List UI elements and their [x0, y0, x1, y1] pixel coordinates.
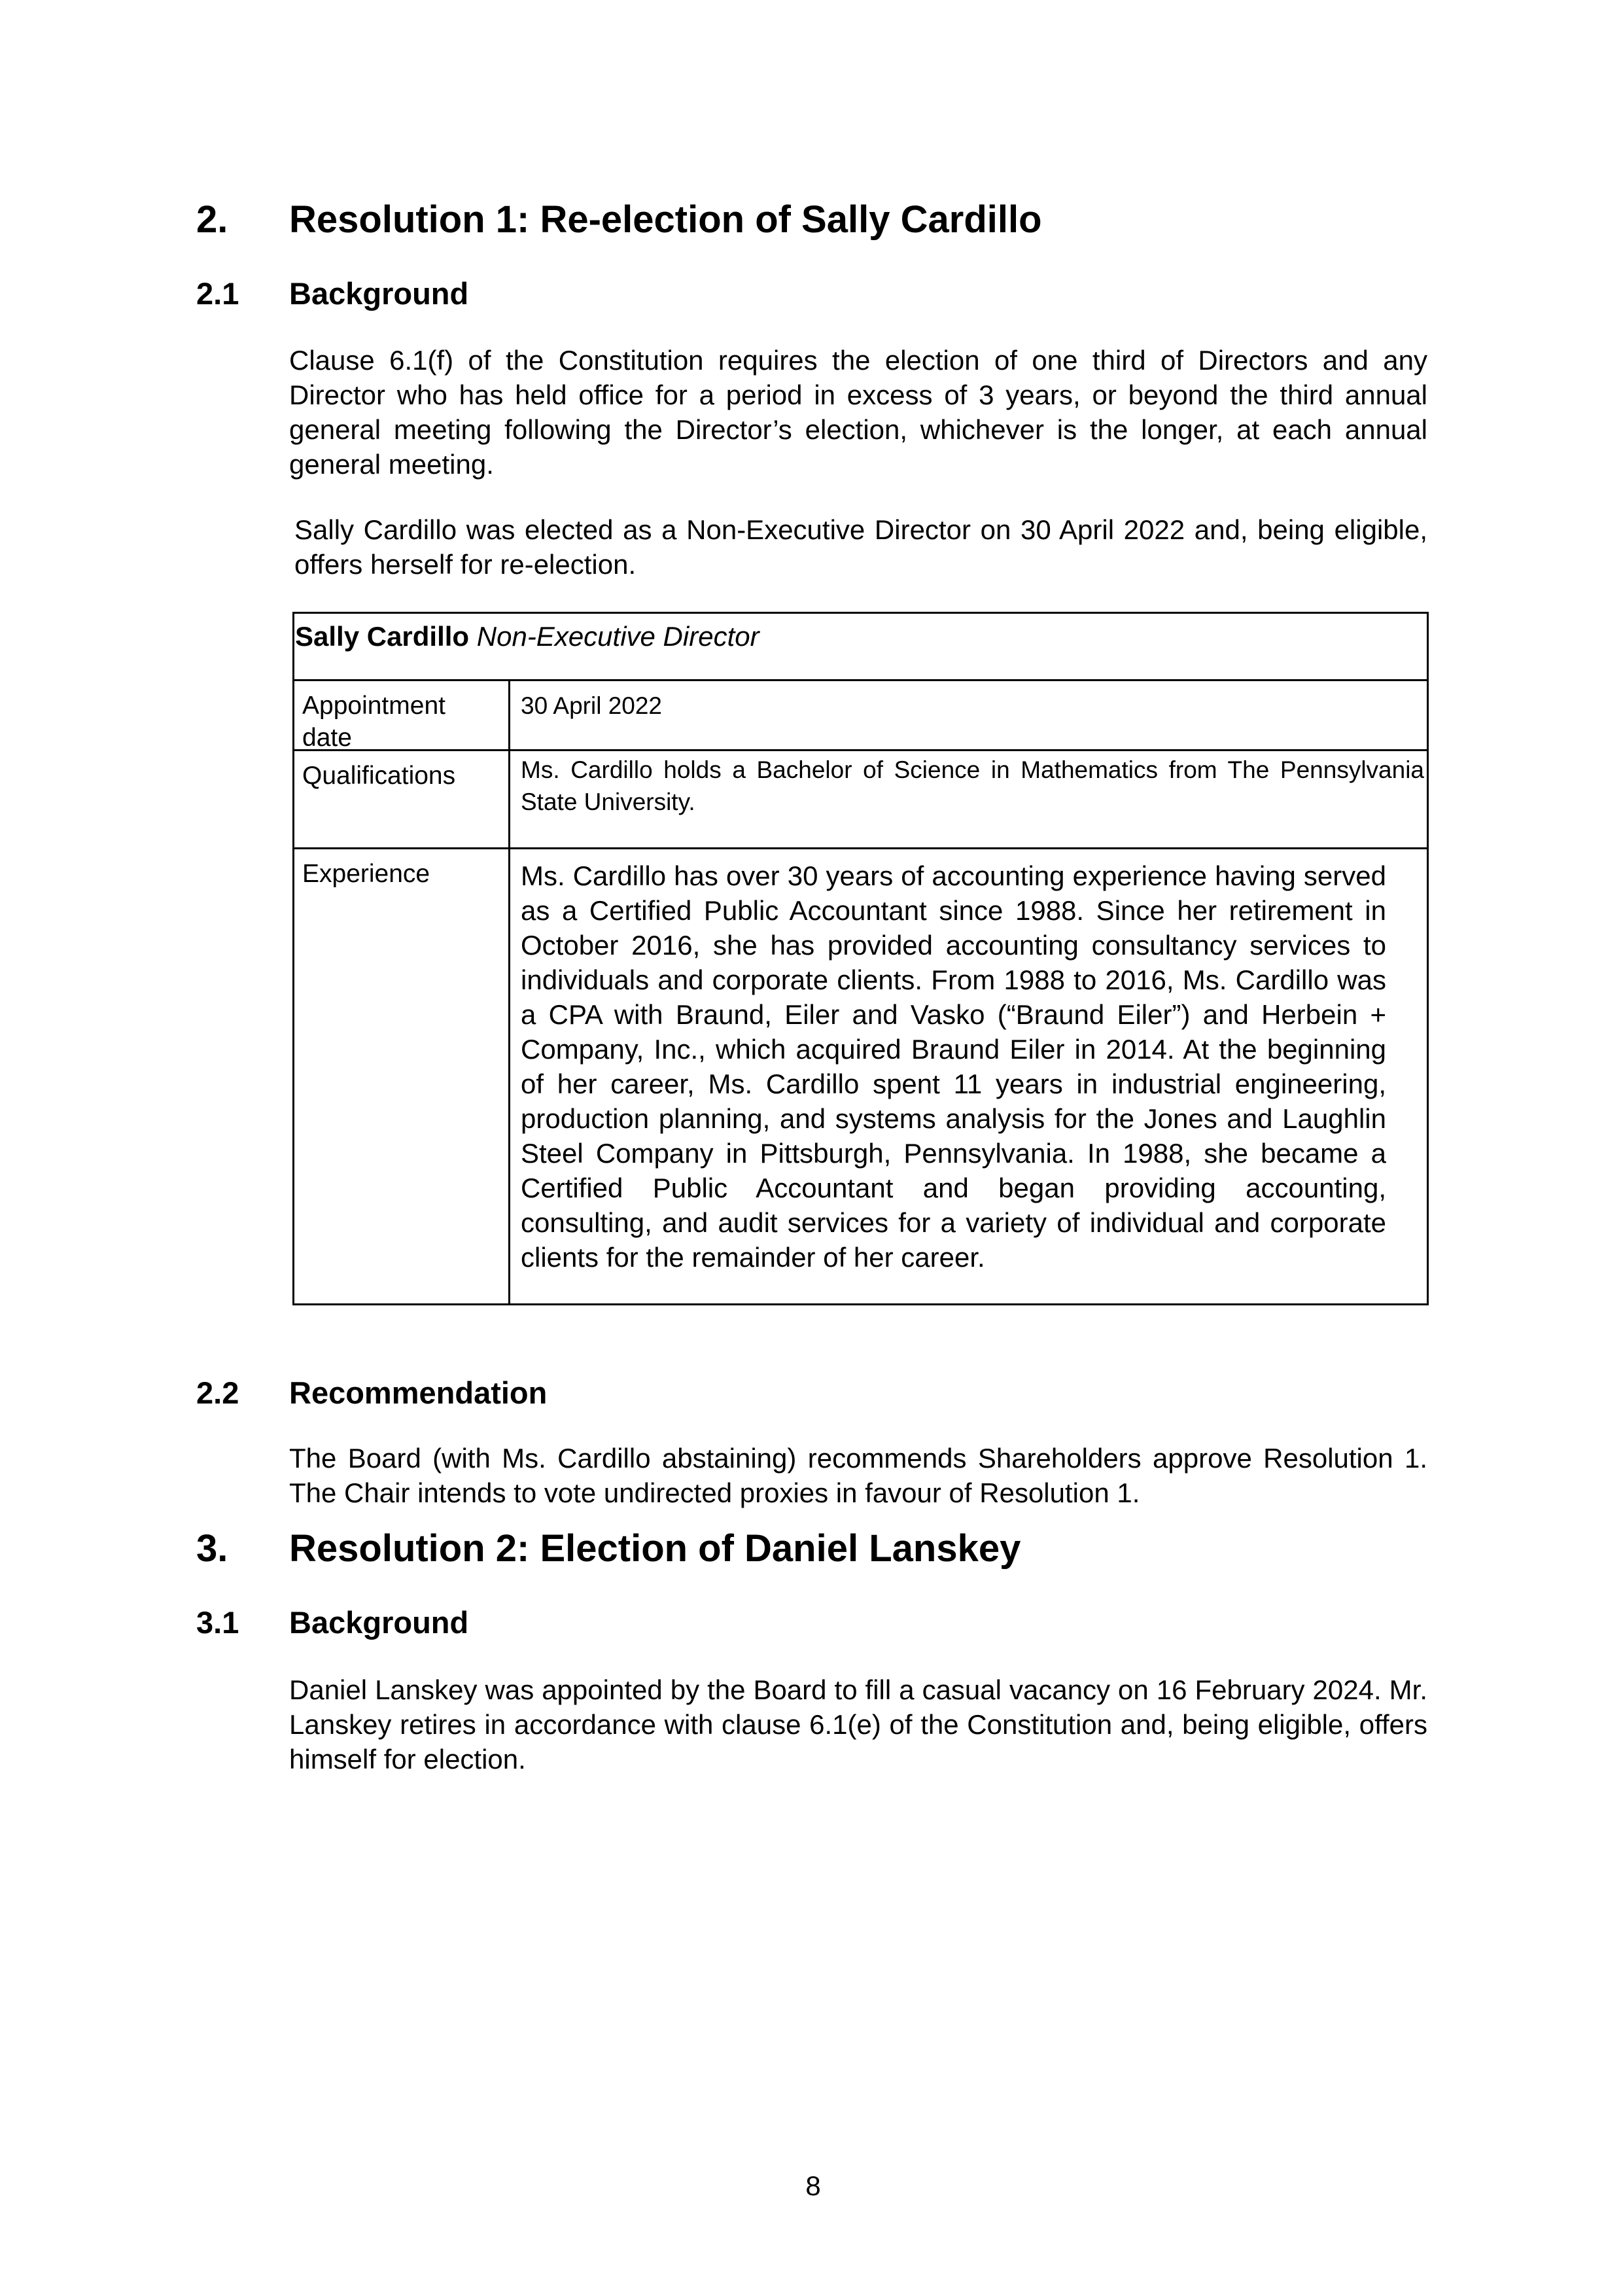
- table-row-value: 30 April 2022: [521, 692, 663, 719]
- subsection-2-2-number: 2.2: [196, 1375, 239, 1410]
- recommendation-paragraph: The Board (with Ms. Cardillo abstaining) recommends Shareholders approve Resolution 1. The Chair intends to vote undirected proxies in favour of Resolution 1.: [289, 1443, 1427, 1508]
- section-2-number: 2.: [196, 198, 228, 241]
- section-2-title: Resolution 1: Re-election of Sally Cardillo: [289, 198, 1042, 241]
- section-3-number: 3.: [196, 1527, 228, 1570]
- table-row-value: Ms. Cardillo holds a Bachelor of Science in Mathematics from The Pennsylvania State University.: [521, 756, 1424, 815]
- subsection-3-1-title: Background: [289, 1605, 469, 1640]
- director-name: Sally Cardillo: [295, 621, 470, 652]
- table-header: [295, 619, 759, 654]
- subsection-3-1-number: 3.1: [196, 1605, 239, 1640]
- subsection-2-1-number: 2.1: [196, 276, 239, 311]
- section-3-title: Resolution 2: Election of Daniel Lanskey: [289, 1527, 1021, 1570]
- table-divider: [292, 679, 1429, 681]
- table-row-label: Experience: [302, 860, 430, 888]
- table-row-label: Appointment date: [302, 692, 445, 752]
- table-row-value: Ms. Cardillo has over 30 years of accounting experience having served as a Certified Public Accountant since 1988. Since her retirement in October 2016, she has provided accounting consultancy services to individuals and corporate clients. From 1988 to 2016, Ms. Cardillo was a CPA with Braund, Eiler and Vasko (“Braund Eiler”) and Herbein + Company, Inc., which acquired Braund Eiler in 2014. At the beginning of her career, Ms. Cardillo spent 11 years in industrial engineering, production planning, and systems analysis for the Jones and Laughlin Steel Company in Pittsburgh, Pennsylvania. In 1988, she became a Certified Public Accountant and began providing accounting, consulting, and audit services for a variety of individual and corporate clients for the remainder of her career.: [521, 860, 1386, 1273]
- page-number: 8: [805, 2170, 821, 2201]
- table-row-label: Qualifications: [302, 762, 456, 790]
- table-divider: [292, 847, 1429, 849]
- background-paragraph-2: Sally Cardillo was elected as a Non-Executive Director on 30 April 2022 and, being eligible, offers herself for re-election.: [294, 514, 1427, 580]
- subsection-2-2-title: Recommendation: [289, 1375, 548, 1410]
- director-role: Non-Executive Director: [476, 621, 759, 652]
- background-paragraph-1: Clause 6.1(f) of the Constitution requires the election of one third of Directors and any Director who has held office for a period in excess of 3 years, or beyond the third annual general meeting following the Director’s election, whichever is the longer, at each annual general meeting.: [289, 345, 1427, 480]
- table-column-divider: [508, 679, 510, 1305]
- background-paragraph-3: Daniel Lanskey was appointed by the Board to fill a casual vacancy on 16 February 2024. Mr. Lanskey retires in accordance with clause 6.1(e) of the Constitution and, being eligible, offers himself for election.: [289, 1674, 1427, 1775]
- subsection-2-1-title: Background: [289, 276, 469, 311]
